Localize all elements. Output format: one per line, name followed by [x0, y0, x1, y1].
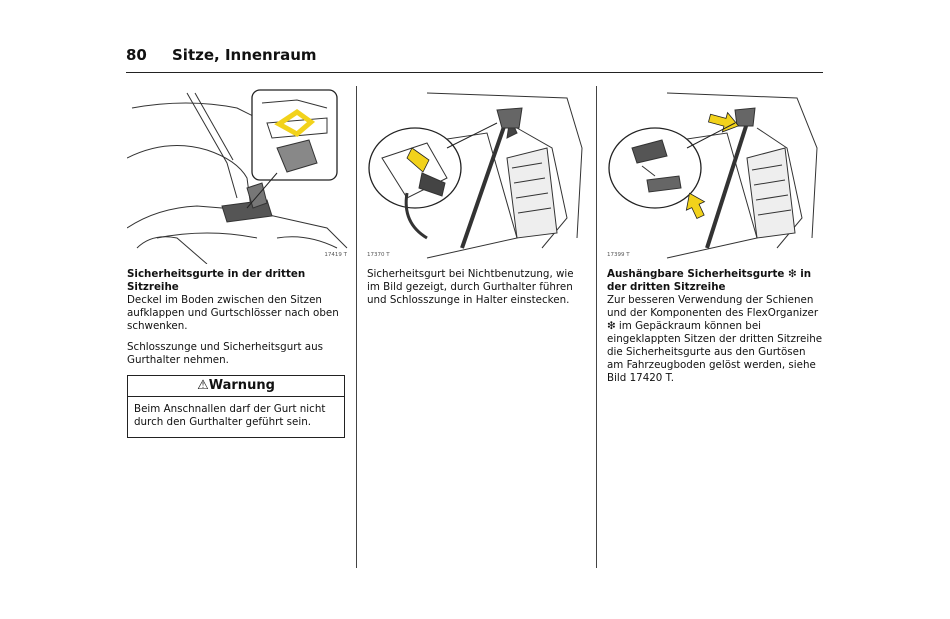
- column-divider: [356, 86, 357, 568]
- column-2: [367, 88, 587, 315]
- warning-box: [127, 375, 345, 438]
- illustration-seatbelt-buckle: [127, 88, 349, 264]
- warning-header: [128, 376, 344, 397]
- figure-number: 17399 T: [607, 252, 630, 258]
- column-3: [607, 88, 825, 393]
- section-title: Sitze, Innenraum: [172, 46, 317, 64]
- paragraph: Deckel im Boden zwischen den Sitzen aufklappen und Gurtschlösser nach oben schwenken.: [127, 294, 339, 332]
- belt-holder-drawing: [367, 88, 587, 264]
- section-heading: Sicherheitsgurte in der dritten Sitzreihe: [127, 268, 306, 293]
- warning-triangle-icon: ⚠: [197, 378, 209, 393]
- column-divider: [596, 86, 597, 568]
- page-header: [126, 46, 823, 73]
- page-number: 80: [126, 46, 147, 64]
- warning-title: Warnung: [208, 378, 275, 393]
- column-1: [127, 88, 349, 438]
- figure-number: 17370 T: [367, 252, 390, 258]
- illustration-detachable-belt: [607, 88, 825, 264]
- detachable-belt-drawing: [607, 88, 825, 264]
- seatbelt-buckle-drawing: [127, 88, 349, 264]
- figure-number: 17419 T: [324, 252, 347, 258]
- warning-text: Beim Anschnallen darf der Gurt nicht durch den Gurthalter geführt sein.: [134, 403, 326, 428]
- paragraph: Sicherheitsgurt bei Nichtbenutzung, wie im Bild gezeigt, durch Gurthalter führen und Schlosszunge in Halter einstecken.: [367, 268, 574, 306]
- illustration-belt-holder: [367, 88, 587, 264]
- section-heading: Aushängbare Sicherheitsgurte ❇ in der dritten Sitzreihe: [607, 268, 812, 293]
- paragraph: Zur besseren Verwendung der Schienen und der Komponenten des FlexOrganizer ❇ im Gepäckraum können bei eingeklappten Sitzen der dritten Sitzreihe die Sicherheitsgurte aus den Gurtösen am Fahrzeugboden gelöst werden, siehe Bild 17420 T.: [607, 294, 823, 384]
- paragraph: Schlosszunge und Sicherheitsgurt aus Gurthalter nehmen.: [127, 341, 323, 366]
